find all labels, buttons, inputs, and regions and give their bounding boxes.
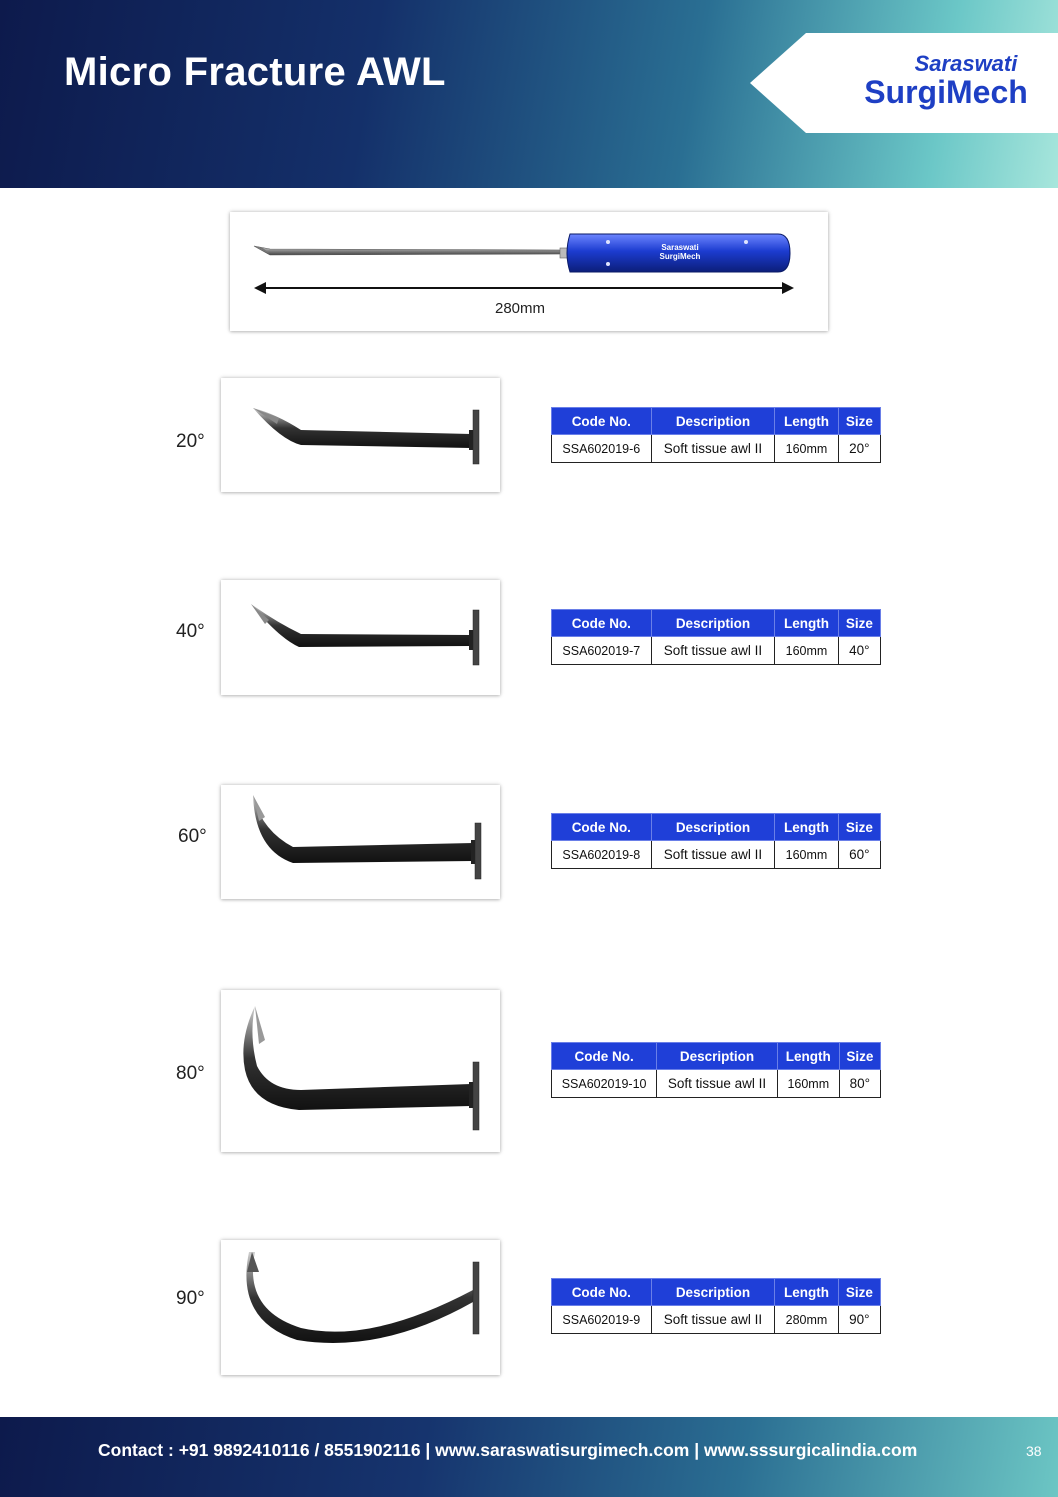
page-title: Micro Fracture AWL: [64, 50, 446, 94]
logo-text-line2: SurgiMech: [864, 74, 1028, 110]
description-cell: Soft tissue awl II: [651, 637, 775, 665]
angle-label: 60°: [178, 826, 207, 847]
header-code: Code No.: [552, 1279, 652, 1306]
size-cell: 20°: [838, 435, 880, 463]
length-dimension-label: 280mm: [495, 300, 546, 317]
awl-20-image: [221, 378, 500, 492]
brand-logo: [846, 52, 1046, 108]
header-description: Description: [651, 408, 775, 435]
length-cell: 160mm: [775, 435, 838, 463]
code-cell: SSA602019-9: [552, 1306, 652, 1334]
awl-60-image: [221, 785, 500, 899]
header-code: Code No.: [552, 408, 652, 435]
code-cell: SSA602019-8: [552, 841, 652, 869]
table-row: [552, 1070, 881, 1098]
page-number: 38: [1026, 1443, 1042, 1459]
header-description: Description: [651, 814, 775, 841]
header-size: Size: [838, 408, 880, 435]
header-length: Length: [775, 408, 838, 435]
code-cell: SSA602019-7: [552, 637, 652, 665]
contact-info: Contact : +91 9892410116 / 8551902116 | www.saraswatisurgimech.com | www.sssurgicalindia.com: [98, 1440, 918, 1460]
length-cell: 160mm: [775, 637, 838, 665]
header-description: Description: [651, 610, 775, 637]
awl-80-image-panel: [221, 990, 500, 1152]
header-code: Code No.: [552, 610, 652, 637]
awl-60-image-panel: [221, 785, 500, 899]
description-cell: Soft tissue awl II: [651, 841, 775, 869]
size-cell: 40°: [838, 637, 880, 665]
handle-logo-line2: SurgiMech: [659, 252, 701, 261]
angle-label: 80°: [176, 1063, 205, 1084]
size-cell: 90°: [838, 1306, 880, 1334]
handle-logo: [650, 243, 710, 261]
header-size: Size: [838, 1279, 880, 1306]
page-header: [0, 0, 1058, 188]
awl-20-image-panel: [221, 378, 500, 492]
header-size: Size: [839, 1043, 880, 1070]
header-length: Length: [775, 1279, 838, 1306]
header-description: Description: [651, 1279, 775, 1306]
awl-90-image: [221, 1240, 500, 1375]
table-row: [552, 637, 881, 665]
header-code: Code No.: [552, 814, 652, 841]
size-cell: 80°: [839, 1070, 880, 1098]
description-cell: Soft tissue awl II: [651, 435, 775, 463]
header-length: Length: [775, 610, 838, 637]
table-row: [552, 841, 881, 869]
description-cell: Soft tissue awl II: [651, 1306, 775, 1334]
angle-label: 90°: [176, 1288, 205, 1309]
spec-table-80: [551, 1042, 881, 1098]
header-size: Size: [838, 610, 880, 637]
header-size: Size: [838, 814, 880, 841]
code-cell: SSA602019-6: [552, 435, 652, 463]
header-code: Code No.: [552, 1043, 657, 1070]
awl-40-image-panel: [221, 580, 500, 695]
table-row: [552, 1306, 881, 1334]
header-description: Description: [657, 1043, 778, 1070]
code-cell: SSA602019-10: [552, 1070, 657, 1098]
angle-label: 40°: [176, 621, 205, 642]
description-cell: Soft tissue awl II: [657, 1070, 778, 1098]
length-cell: 160mm: [775, 841, 838, 869]
spec-table-90: [551, 1278, 881, 1334]
main-instrument-panel: [230, 212, 828, 331]
awl-90-image-panel: [221, 1240, 500, 1375]
table-row: [552, 435, 881, 463]
awl-80-image: [221, 990, 500, 1152]
angle-label: 20°: [176, 431, 205, 452]
spec-table-40: [551, 609, 881, 665]
length-cell: 160mm: [777, 1070, 839, 1098]
size-cell: 60°: [838, 841, 880, 869]
handle-logo-line1: Saraswati: [661, 243, 699, 252]
awl-40-image: [221, 580, 500, 695]
header-length: Length: [775, 814, 838, 841]
spec-table-60: [551, 813, 881, 869]
logo-text-line1: Saraswati: [914, 51, 1018, 76]
length-cell: 280mm: [775, 1306, 838, 1334]
header-length: Length: [777, 1043, 839, 1070]
spec-table-20: [551, 407, 881, 463]
